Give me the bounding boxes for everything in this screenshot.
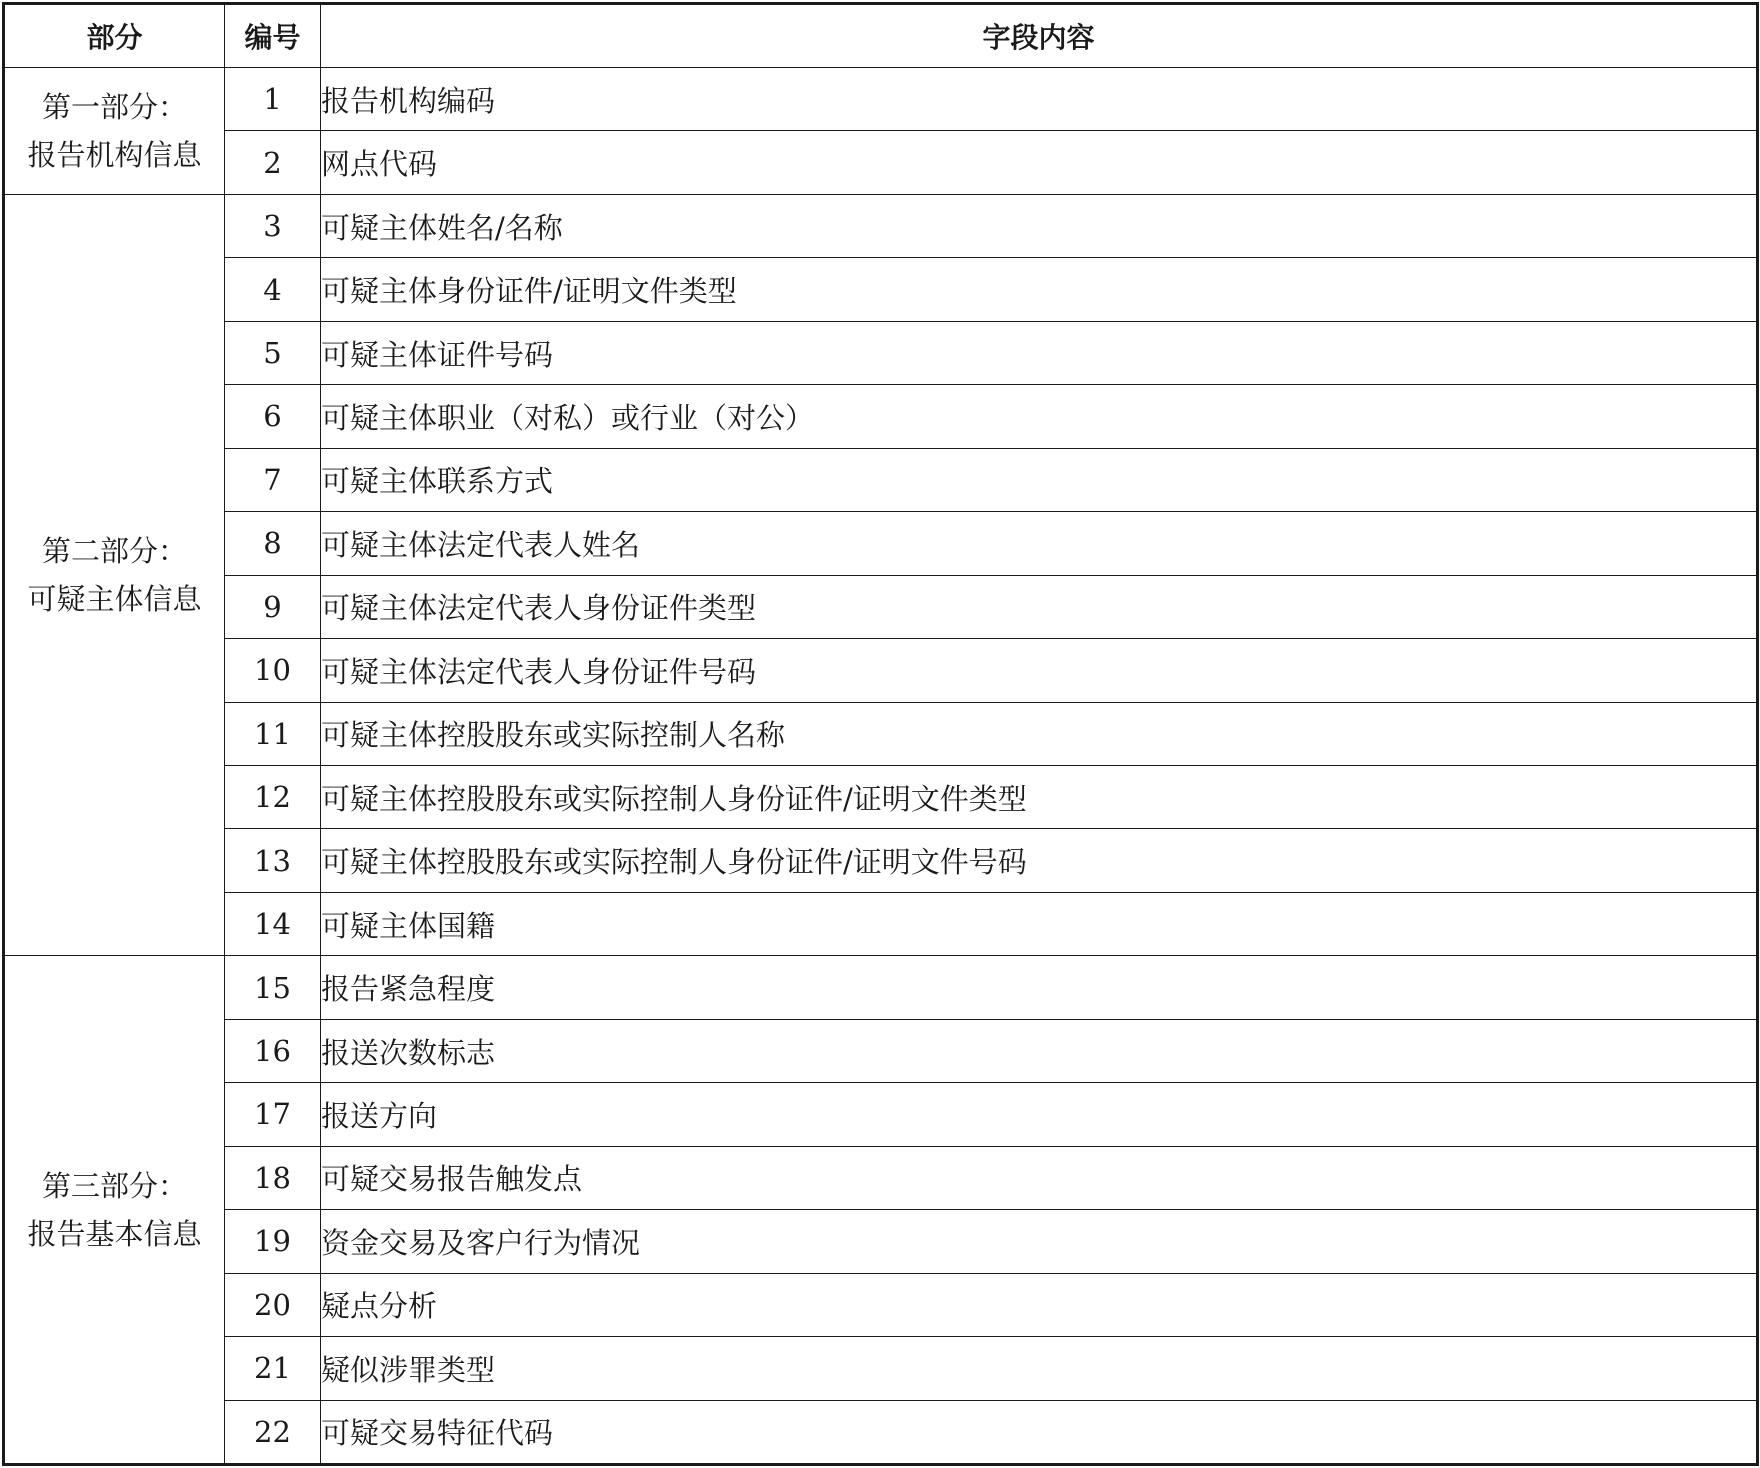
header-number: 编号 <box>225 4 321 68</box>
table-row <box>4 892 1758 955</box>
section-label-title: 可疑主体信息 <box>27 582 202 617</box>
field-number: 1 <box>225 68 321 131</box>
report-fields-table <box>2 2 1759 1466</box>
table-row <box>4 321 1758 384</box>
table-row <box>4 1210 1758 1273</box>
field-number: 6 <box>225 385 321 448</box>
field-number: 3 <box>225 194 321 257</box>
field-number: 10 <box>225 639 321 702</box>
field-number: 5 <box>225 321 321 384</box>
field-number: 20 <box>225 1273 321 1336</box>
table-row <box>4 575 1758 638</box>
field-content: 可疑主体身份证件/证明文件类型 <box>321 258 1758 321</box>
field-content: 可疑主体法定代表人身份证件类型 <box>321 575 1758 638</box>
field-content: 可疑交易特征代码 <box>321 1400 1758 1464</box>
field-number: 2 <box>225 131 321 194</box>
table-row <box>4 1019 1758 1082</box>
field-content: 报送方向 <box>321 1083 1758 1146</box>
table-row <box>4 512 1758 575</box>
field-content: 可疑主体控股股东或实际控制人身份证件/证明文件号码 <box>321 829 1758 892</box>
section-label-title: 报告机构信息 <box>27 137 202 172</box>
section-label-part: 第一部分： <box>41 89 187 124</box>
field-content: 疑似涉罪类型 <box>321 1337 1758 1400</box>
section-cell <box>4 194 225 955</box>
field-number: 4 <box>225 258 321 321</box>
table-row <box>4 1273 1758 1336</box>
section-label-part: 第三部分： <box>41 1168 187 1203</box>
field-content: 报送次数标志 <box>321 1019 1758 1082</box>
field-content: 可疑主体职业（对私）或行业（对公） <box>321 385 1758 448</box>
field-content: 网点代码 <box>321 131 1758 194</box>
field-content: 报告机构编码 <box>321 68 1758 131</box>
field-content: 可疑交易报告触发点 <box>321 1146 1758 1209</box>
table-row <box>4 448 1758 511</box>
header-section: 部分 <box>4 4 225 68</box>
table-row <box>4 68 1758 131</box>
field-content: 资金交易及客户行为情况 <box>321 1210 1758 1273</box>
field-number: 21 <box>225 1337 321 1400</box>
field-number: 11 <box>225 702 321 765</box>
field-content: 可疑主体控股股东或实际控制人身份证件/证明文件类型 <box>321 765 1758 828</box>
field-number: 12 <box>225 765 321 828</box>
field-content: 报告紧急程度 <box>321 956 1758 1019</box>
field-number: 19 <box>225 1210 321 1273</box>
field-number: 17 <box>225 1083 321 1146</box>
section-cell <box>4 68 225 195</box>
field-content: 可疑主体证件号码 <box>321 321 1758 384</box>
table-row <box>4 1400 1758 1464</box>
field-number: 7 <box>225 448 321 511</box>
field-number: 9 <box>225 575 321 638</box>
field-number: 18 <box>225 1146 321 1209</box>
table-row <box>4 385 1758 448</box>
field-number: 14 <box>225 892 321 955</box>
section-label-title: 报告基本信息 <box>27 1216 202 1251</box>
table-row <box>4 1337 1758 1400</box>
table-row <box>4 1146 1758 1209</box>
field-content: 可疑主体法定代表人身份证件号码 <box>321 639 1758 702</box>
table-row <box>4 639 1758 702</box>
table-row <box>4 829 1758 892</box>
field-content: 疑点分析 <box>321 1273 1758 1336</box>
field-number: 16 <box>225 1019 321 1082</box>
table-body <box>4 68 1758 1465</box>
field-content: 可疑主体联系方式 <box>321 448 1758 511</box>
header-content: 字段内容 <box>321 4 1758 68</box>
field-content: 可疑主体国籍 <box>321 892 1758 955</box>
table-row <box>4 765 1758 828</box>
table-row <box>4 131 1758 194</box>
header-row <box>4 4 1758 68</box>
field-number: 15 <box>225 956 321 1019</box>
table-row <box>4 194 1758 257</box>
field-number: 8 <box>225 512 321 575</box>
field-number: 22 <box>225 1400 321 1464</box>
field-content: 可疑主体姓名/名称 <box>321 194 1758 257</box>
section-label-part: 第二部分： <box>41 534 187 569</box>
field-number: 13 <box>225 829 321 892</box>
table-row <box>4 258 1758 321</box>
field-content: 可疑主体法定代表人姓名 <box>321 512 1758 575</box>
table-header <box>4 4 1758 68</box>
table-row <box>4 956 1758 1019</box>
section-cell <box>4 956 225 1465</box>
table-row <box>4 1083 1758 1146</box>
table-row <box>4 702 1758 765</box>
field-content: 可疑主体控股股东或实际控制人名称 <box>321 702 1758 765</box>
